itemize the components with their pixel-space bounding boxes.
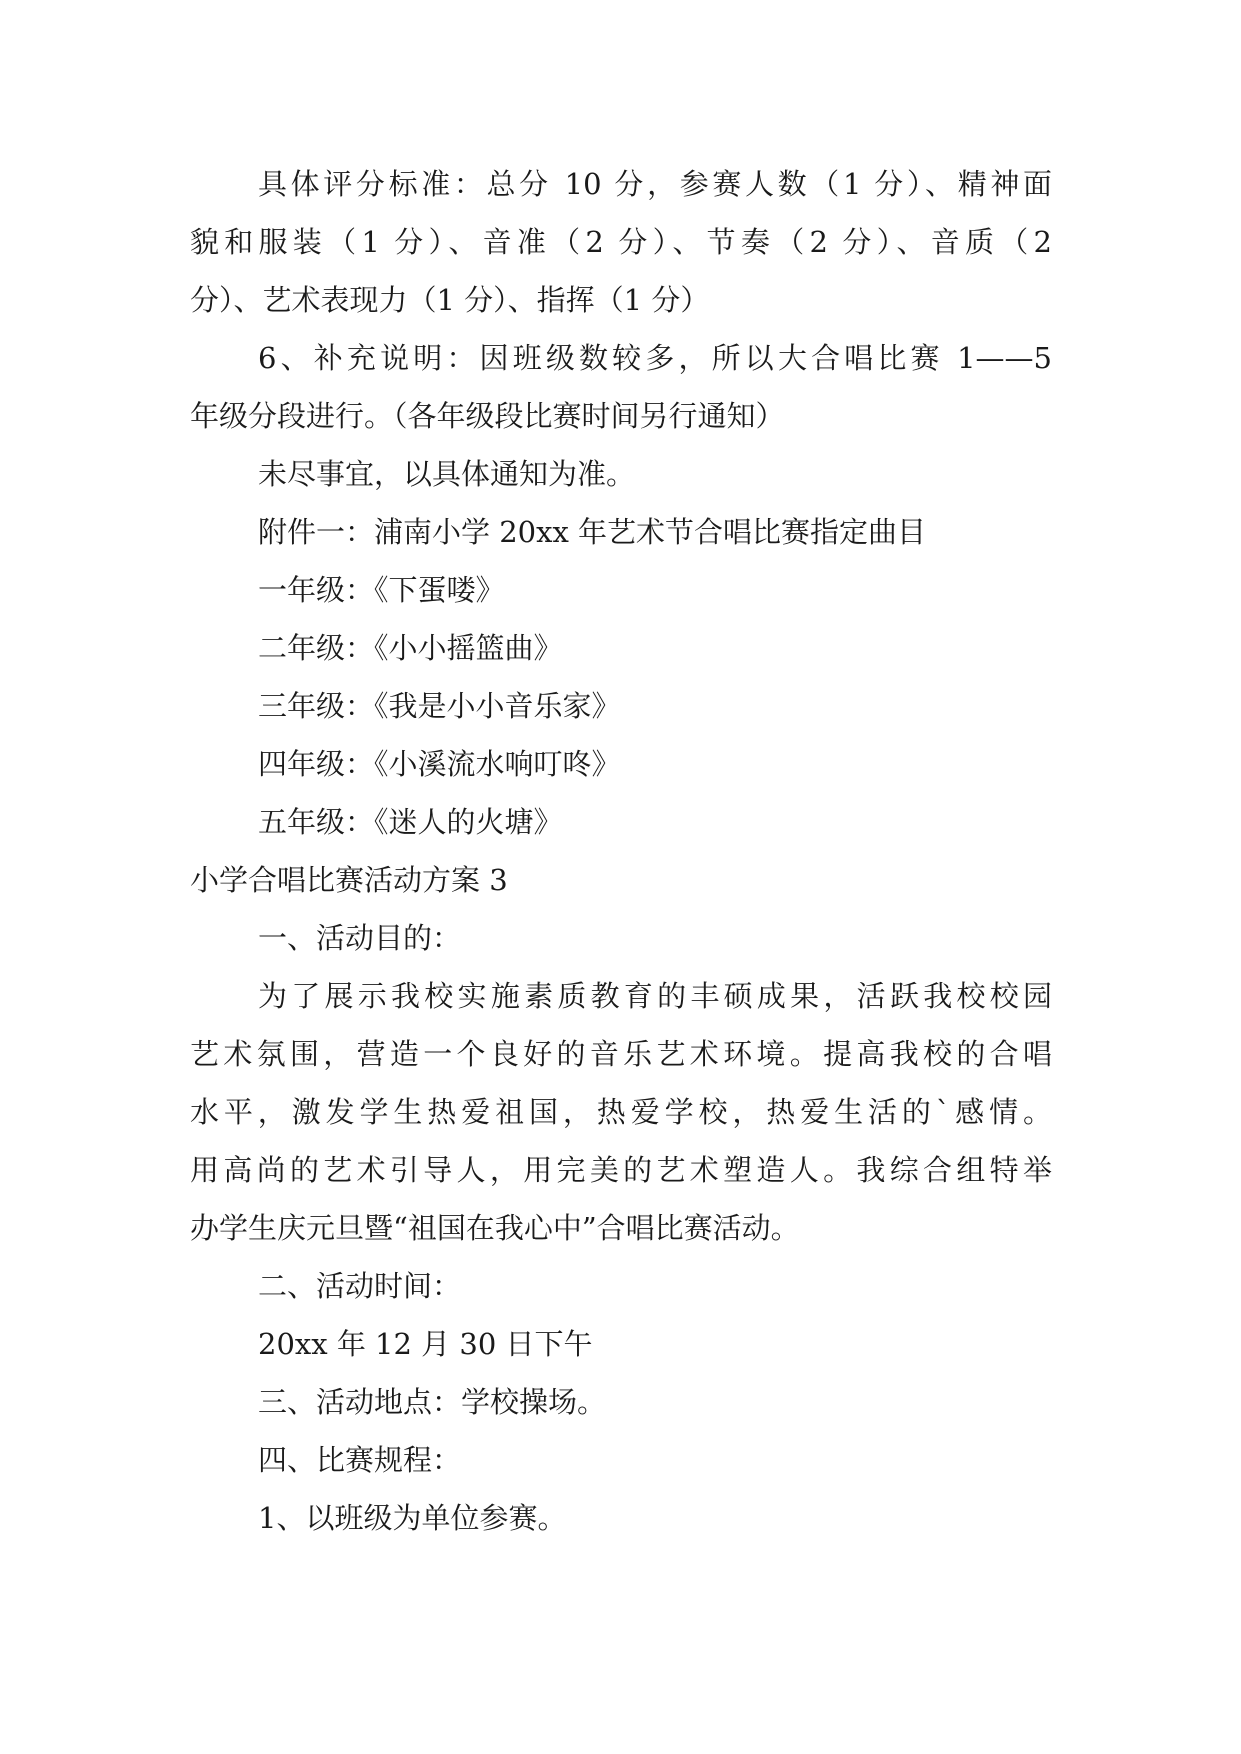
- text-line: 1、以班级为单位参赛。: [258, 1501, 567, 1535]
- text-line: 四、比赛规程：: [258, 1443, 462, 1477]
- text-line: 三、活动地点：学校操场。: [258, 1385, 607, 1419]
- text-line: 20xx 年 12 月 30 日下午: [258, 1327, 593, 1361]
- text-line: 水平，激发学生热爱祖国，热爱学校，热爱生活的`感情。: [190, 1095, 1052, 1129]
- text-line: 未尽事宜，以具体通知为准。: [258, 457, 636, 491]
- text-line: 三年级：《我是小小音乐家》: [258, 689, 621, 723]
- text-line: 五年级：《迷人的火塘》: [258, 805, 563, 839]
- text-line: 四年级：《小溪流水响叮咚》: [258, 747, 621, 781]
- text-line: 具体评分标准：总分 10 分，参赛人数（1 分）、精神面: [258, 167, 1052, 201]
- text-line: 一年级：《下蛋喽》: [258, 573, 505, 607]
- text-line: 貌和服装（1 分）、音准（2 分）、节奏（2 分）、音质（2: [190, 225, 1052, 259]
- text-line: 二、活动时间：: [258, 1269, 462, 1303]
- section-heading: 小学合唱比赛活动方案 3: [190, 863, 508, 897]
- text-line: 附件一：浦南小学 20xx 年艺术节合唱比赛指定曲目: [258, 515, 927, 549]
- text-line: 分）、艺术表现力（1 分）、指挥（1 分）: [190, 283, 710, 317]
- text-line: 办学生庆元旦暨“祖国在我心中”合唱比赛活动。: [190, 1211, 800, 1245]
- text-line: 二年级：《小小摇篮曲》: [258, 631, 563, 665]
- text-line: 为了展示我校实施素质教育的丰硕成果，活跃我校校园: [258, 979, 1052, 1013]
- text-line: 艺术氛围，营造一个良好的音乐艺术环境。提高我校的合唱: [190, 1037, 1052, 1071]
- text-line: 6、补充说明：因班级数较多，所以大合唱比赛 1——5: [258, 341, 1052, 375]
- text-line: 用高尚的艺术引导人，用完美的艺术塑造人。我综合组特举: [190, 1153, 1052, 1187]
- text-line: 一、活动目的：: [258, 921, 462, 955]
- text-line: 年级分段进行。（各年级段比赛时间另行通知）: [190, 399, 785, 433]
